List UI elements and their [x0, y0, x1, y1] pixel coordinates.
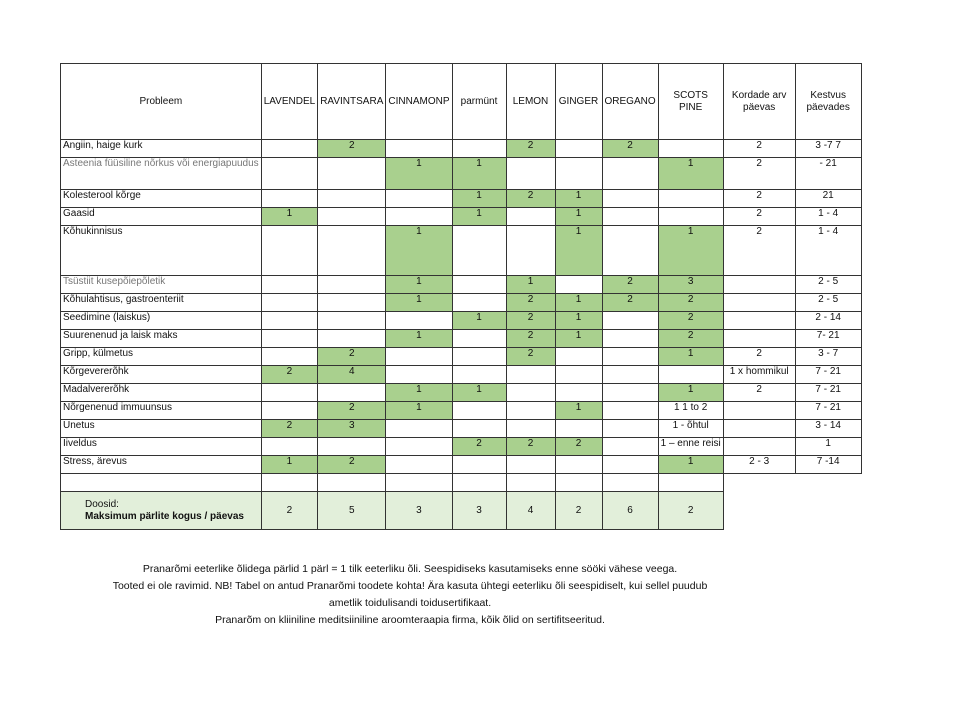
days-cell: 1 — [795, 438, 861, 456]
header-oil: RAVINTSARA — [318, 64, 386, 140]
times-cell — [723, 312, 795, 330]
oil-dose-cell: 2 — [506, 140, 555, 158]
oil-dose-cell: 2 — [261, 420, 318, 438]
oil-dose-cell — [602, 312, 658, 330]
empty-cell — [261, 474, 318, 492]
empty-cell — [506, 474, 555, 492]
oil-dose-cell — [261, 190, 318, 208]
footer-line: Tooted ei ole ravimid. NB! Tabel on antud Pranarõmi toodete kohta! Ära kasuta ühtegi eeterliku õli seespidiselt, kui sellel puudub — [112, 580, 708, 592]
problem-cell: Nõrgenenud immuunsus — [61, 402, 262, 420]
oil-dose-cell: 2 — [506, 348, 555, 366]
oil-dose-cell — [318, 384, 386, 402]
oil-dose-cell: 2 — [658, 330, 723, 348]
oil-dose-cell: 1 — [386, 158, 452, 190]
days-cell: 2 - 14 — [795, 312, 861, 330]
oil-dose-cell: 1 — [555, 294, 602, 312]
oil-dose-cell — [602, 158, 658, 190]
oil-dose-cell — [506, 402, 555, 420]
times-cell — [723, 294, 795, 312]
oil-dose-cell: 1 – enne reisi — [658, 438, 723, 456]
footer-notes — [60, 561, 760, 629]
oil-dose-cell — [555, 384, 602, 402]
times-cell — [723, 330, 795, 348]
oil-dose-cell — [261, 140, 318, 158]
oil-dose-cell: 1 — [261, 208, 318, 226]
max-dose-cell: 2 — [555, 492, 602, 530]
oil-dose-cell — [555, 140, 602, 158]
problem-cell: Suurenenud ja laisk maks — [61, 330, 262, 348]
oil-dose-cell — [386, 438, 452, 456]
times-cell — [723, 276, 795, 294]
oil-dose-cell — [452, 456, 506, 474]
oil-dose-cell — [658, 190, 723, 208]
oil-dose-cell — [452, 348, 506, 366]
doses-label: Doosid: — [85, 498, 119, 510]
days-cell: 7 -14 — [795, 456, 861, 474]
table-row — [61, 402, 862, 420]
doses-row — [61, 492, 862, 530]
days-cell: 7- 21 — [795, 330, 861, 348]
oil-dose-cell — [261, 348, 318, 366]
oil-dose-cell — [506, 384, 555, 402]
problem-cell: Seedimine (laiskus) — [61, 312, 262, 330]
oil-dose-cell: 1 — [386, 384, 452, 402]
oil-dose-cell — [386, 366, 452, 384]
empty-cell — [318, 474, 386, 492]
footer-line: Pranarõmi eeterlike õlidega pärlid 1 pärl = 1 tilk eeterliku õli. Seespidiseks kasutamiseks enne sööki vähese veega. — [142, 563, 678, 575]
empty-cell — [723, 474, 795, 492]
oil-dose-cell: 2 — [318, 348, 386, 366]
problem-cell: Gaasid — [61, 208, 262, 226]
oil-dose-cell: 2 — [506, 330, 555, 348]
problem-cell: Gripp, külmetus — [61, 348, 262, 366]
problem-cell: Angiin, haige kurk — [61, 140, 262, 158]
oil-dose-cell — [555, 456, 602, 474]
header-oil: LAVENDEL — [261, 64, 318, 140]
oil-dose-cell — [602, 402, 658, 420]
oil-dose-cell: 2 — [602, 140, 658, 158]
oil-dose-cell — [318, 330, 386, 348]
oil-dose-cell — [386, 312, 452, 330]
oil-dose-cell — [386, 456, 452, 474]
times-cell: 2 — [723, 208, 795, 226]
oil-dose-cell: 1 — [386, 330, 452, 348]
times-cell: 2 — [723, 226, 795, 276]
header-oil: SCOTS PINE — [658, 64, 723, 140]
oil-dose-cell: 1 — [452, 384, 506, 402]
oil-dose-cell: 1 — [658, 226, 723, 276]
oil-dose-cell — [261, 330, 318, 348]
days-cell: 7 - 21 — [795, 384, 861, 402]
times-cell: 2 — [723, 158, 795, 190]
oil-dose-cell: 1 — [452, 312, 506, 330]
oil-dose-cell — [318, 294, 386, 312]
oil-dose-cell: 1 — [452, 190, 506, 208]
header-duration: Kestvus päevades — [795, 64, 861, 140]
oil-dose-cell — [386, 140, 452, 158]
oil-dose-cell: 1 — [658, 384, 723, 402]
oil-dose-cell — [261, 312, 318, 330]
oil-dose-cell — [555, 348, 602, 366]
problem-cell: Iiveldus — [61, 438, 262, 456]
problem-cell: Unetus — [61, 420, 262, 438]
doses-label-cell — [61, 492, 262, 530]
oil-dose-cell — [452, 140, 506, 158]
oil-dose-cell: 2 — [506, 190, 555, 208]
oil-dose-cell: 3 — [318, 420, 386, 438]
oil-dose-cell: 3 — [658, 276, 723, 294]
days-cell: - 21 — [795, 158, 861, 190]
oil-dose-cell — [555, 366, 602, 384]
oil-dose-cell — [602, 226, 658, 276]
table-row — [61, 456, 862, 474]
table-row — [61, 330, 862, 348]
days-cell: 1 - 4 — [795, 208, 861, 226]
oil-dose-cell: 1 - õhtul — [658, 420, 723, 438]
oil-dose-cell — [506, 366, 555, 384]
oil-dose-cell: 1 — [555, 226, 602, 276]
blank-cell — [795, 492, 861, 530]
oil-dose-cell — [386, 420, 452, 438]
oil-dose-cell: 1 — [506, 276, 555, 294]
table-row — [61, 158, 862, 190]
table-row — [61, 140, 862, 158]
oil-dose-cell: 1 — [658, 348, 723, 366]
header-oil: OREGANO — [602, 64, 658, 140]
days-cell: 21 — [795, 190, 861, 208]
oil-dose-cell — [555, 158, 602, 190]
oil-dose-cell: 1 — [555, 190, 602, 208]
oil-dose-cell — [261, 402, 318, 420]
times-cell: 1 x hommikul — [723, 366, 795, 384]
oil-dose-cell — [506, 420, 555, 438]
oil-dose-cell — [318, 208, 386, 226]
days-cell: 3 -7 7 — [795, 140, 861, 158]
problem-cell: Kolesterool kõrge — [61, 190, 262, 208]
empty-cell — [386, 474, 452, 492]
oil-dose-cell — [452, 366, 506, 384]
oil-dose-cell: 1 — [452, 158, 506, 190]
max-dose-cell: 4 — [506, 492, 555, 530]
max-dose-cell: 2 — [261, 492, 318, 530]
header-oil: parmünt — [452, 64, 506, 140]
max-dose-cell: 6 — [602, 492, 658, 530]
header-problem: Probleem — [61, 64, 262, 140]
oil-dose-cell — [658, 366, 723, 384]
oil-dose-cell — [658, 140, 723, 158]
problem-cell: Asteenia füüsiline nõrkus või energiapuudus — [61, 158, 262, 190]
footer-line: ametlik toidulisandi toidusertifikaat. — [328, 597, 492, 609]
oil-dose-cell — [452, 420, 506, 438]
days-cell: 7 - 21 — [795, 366, 861, 384]
header-oil: GINGER — [555, 64, 602, 140]
times-cell — [723, 402, 795, 420]
times-cell: 2 — [723, 190, 795, 208]
table-row — [61, 276, 862, 294]
empty-cell — [795, 474, 861, 492]
oil-dose-cell — [318, 438, 386, 456]
oil-dose-cell: 1 — [386, 294, 452, 312]
days-cell: 3 - 7 — [795, 348, 861, 366]
problem-cell: Tsüstiit kusepõiepõletik — [61, 276, 262, 294]
oil-dose-cell: 1 — [555, 402, 602, 420]
oil-dose-cell: 1 — [555, 330, 602, 348]
max-dose-cell: 5 — [318, 492, 386, 530]
max-dose-cell: 2 — [658, 492, 723, 530]
oil-dose-cell — [555, 420, 602, 438]
problem-cell: Stress, ärevus — [61, 456, 262, 474]
oil-dose-cell — [452, 402, 506, 420]
oil-dose-cell — [452, 226, 506, 276]
oil-dose-cell: 2 — [506, 312, 555, 330]
table-row — [61, 226, 862, 276]
oil-dose-cell — [506, 456, 555, 474]
oil-dose-cell — [602, 348, 658, 366]
oil-dose-cell: 2 — [506, 294, 555, 312]
table-row — [61, 312, 862, 330]
oil-dose-cell: 1 — [555, 208, 602, 226]
oil-dose-cell: 1 — [386, 402, 452, 420]
table-row — [61, 294, 862, 312]
empty-cell — [452, 474, 506, 492]
oil-dose-cell: 2 — [658, 312, 723, 330]
oil-dose-cell: 1 — [261, 456, 318, 474]
oil-dose-cell — [386, 208, 452, 226]
oil-dose-cell — [602, 208, 658, 226]
days-cell: 3 - 14 — [795, 420, 861, 438]
table-row — [61, 384, 862, 402]
problem-cell: Kõrgevererõhk — [61, 366, 262, 384]
problem-cell: Kõhulahtisus, gastroenteriit — [61, 294, 262, 312]
times-cell — [723, 420, 795, 438]
oil-dose-cell — [318, 158, 386, 190]
empty-cell — [658, 474, 723, 492]
empty-cell — [555, 474, 602, 492]
header-oil: CINNAMONP — [386, 64, 452, 140]
header-oil: LEMON — [506, 64, 555, 140]
oil-dose-cell: 1 — [386, 226, 452, 276]
table-row — [61, 348, 862, 366]
days-cell: 2 - 5 — [795, 294, 861, 312]
table-row — [61, 366, 862, 384]
oil-dose-cell — [261, 384, 318, 402]
oil-dose-cell: 2 — [658, 294, 723, 312]
oil-dose-cell — [602, 420, 658, 438]
oil-dose-cell: 2 — [318, 140, 386, 158]
oil-dose-cell — [602, 366, 658, 384]
oil-dose-cell — [602, 438, 658, 456]
oil-dose-cell — [261, 226, 318, 276]
times-cell: 2 — [723, 140, 795, 158]
oil-dose-cell: 4 — [318, 366, 386, 384]
oil-dose-cell — [555, 276, 602, 294]
oil-dose-cell — [318, 190, 386, 208]
times-cell: 2 - 3 — [723, 456, 795, 474]
oil-dose-cell — [506, 158, 555, 190]
problem-cell: Madalvererõhk — [61, 384, 262, 402]
max-pearls-label: Maksimum pärlite kogus / päevas — [85, 510, 244, 522]
table-row — [61, 208, 862, 226]
oil-dose-cell — [386, 190, 452, 208]
max-dose-cell: 3 — [452, 492, 506, 530]
oil-dose-cell — [452, 330, 506, 348]
oil-dose-cell: 2 — [452, 438, 506, 456]
oil-dose-cell: 1 — [386, 276, 452, 294]
oil-dose-cell: 2 — [318, 402, 386, 420]
oil-dose-cell: 2 — [555, 438, 602, 456]
oil-dose-cell: 2 — [506, 438, 555, 456]
table-row — [61, 190, 862, 208]
times-cell: 2 — [723, 348, 795, 366]
footer-line: Pranarõm on kliiniline meditsiiniline aroomteraapia firma, kõik õlid on sertifitseeritud. — [215, 614, 605, 626]
times-cell — [723, 438, 795, 456]
oil-usage-table — [60, 63, 862, 530]
max-dose-cell: 3 — [386, 492, 452, 530]
oil-dose-cell — [452, 294, 506, 312]
oil-dose-cell: 2 — [602, 294, 658, 312]
oil-dose-cell: 1 1 to 2 — [658, 402, 723, 420]
oil-dose-cell: 1 — [658, 456, 723, 474]
oil-dose-cell — [318, 312, 386, 330]
empty-row — [61, 474, 862, 492]
empty-cell — [61, 474, 262, 492]
oil-dose-cell: 1 — [452, 208, 506, 226]
header-row — [61, 64, 862, 140]
table-row — [61, 420, 862, 438]
oil-dose-cell — [658, 208, 723, 226]
oil-dose-cell — [602, 190, 658, 208]
oil-dose-cell: 2 — [602, 276, 658, 294]
oil-dose-cell: 1 — [658, 158, 723, 190]
oil-dose-cell — [602, 456, 658, 474]
header-times-per-day: Kordade arv päevas — [723, 64, 795, 140]
oil-dose-cell — [386, 348, 452, 366]
blank-cell — [723, 492, 795, 530]
oil-dose-cell — [318, 226, 386, 276]
days-cell: 2 - 5 — [795, 276, 861, 294]
days-cell: 7 - 21 — [795, 402, 861, 420]
oil-dose-cell — [602, 384, 658, 402]
oil-dose-cell: 2 — [261, 366, 318, 384]
oil-dose-cell — [506, 208, 555, 226]
oil-dose-cell — [452, 276, 506, 294]
oil-dose-cell: 1 — [555, 312, 602, 330]
oil-dose-cell — [261, 158, 318, 190]
oil-dose-cell — [261, 276, 318, 294]
oil-dose-cell — [602, 330, 658, 348]
oil-dose-cell — [318, 276, 386, 294]
oil-dose-cell — [261, 294, 318, 312]
empty-cell — [602, 474, 658, 492]
oil-dose-cell: 2 — [318, 456, 386, 474]
problem-cell: Kõhukinnisus — [61, 226, 262, 276]
oil-dose-cell — [261, 438, 318, 456]
times-cell: 2 — [723, 384, 795, 402]
days-cell: 1 - 4 — [795, 226, 861, 276]
table-row — [61, 438, 862, 456]
oil-dose-cell — [506, 226, 555, 276]
